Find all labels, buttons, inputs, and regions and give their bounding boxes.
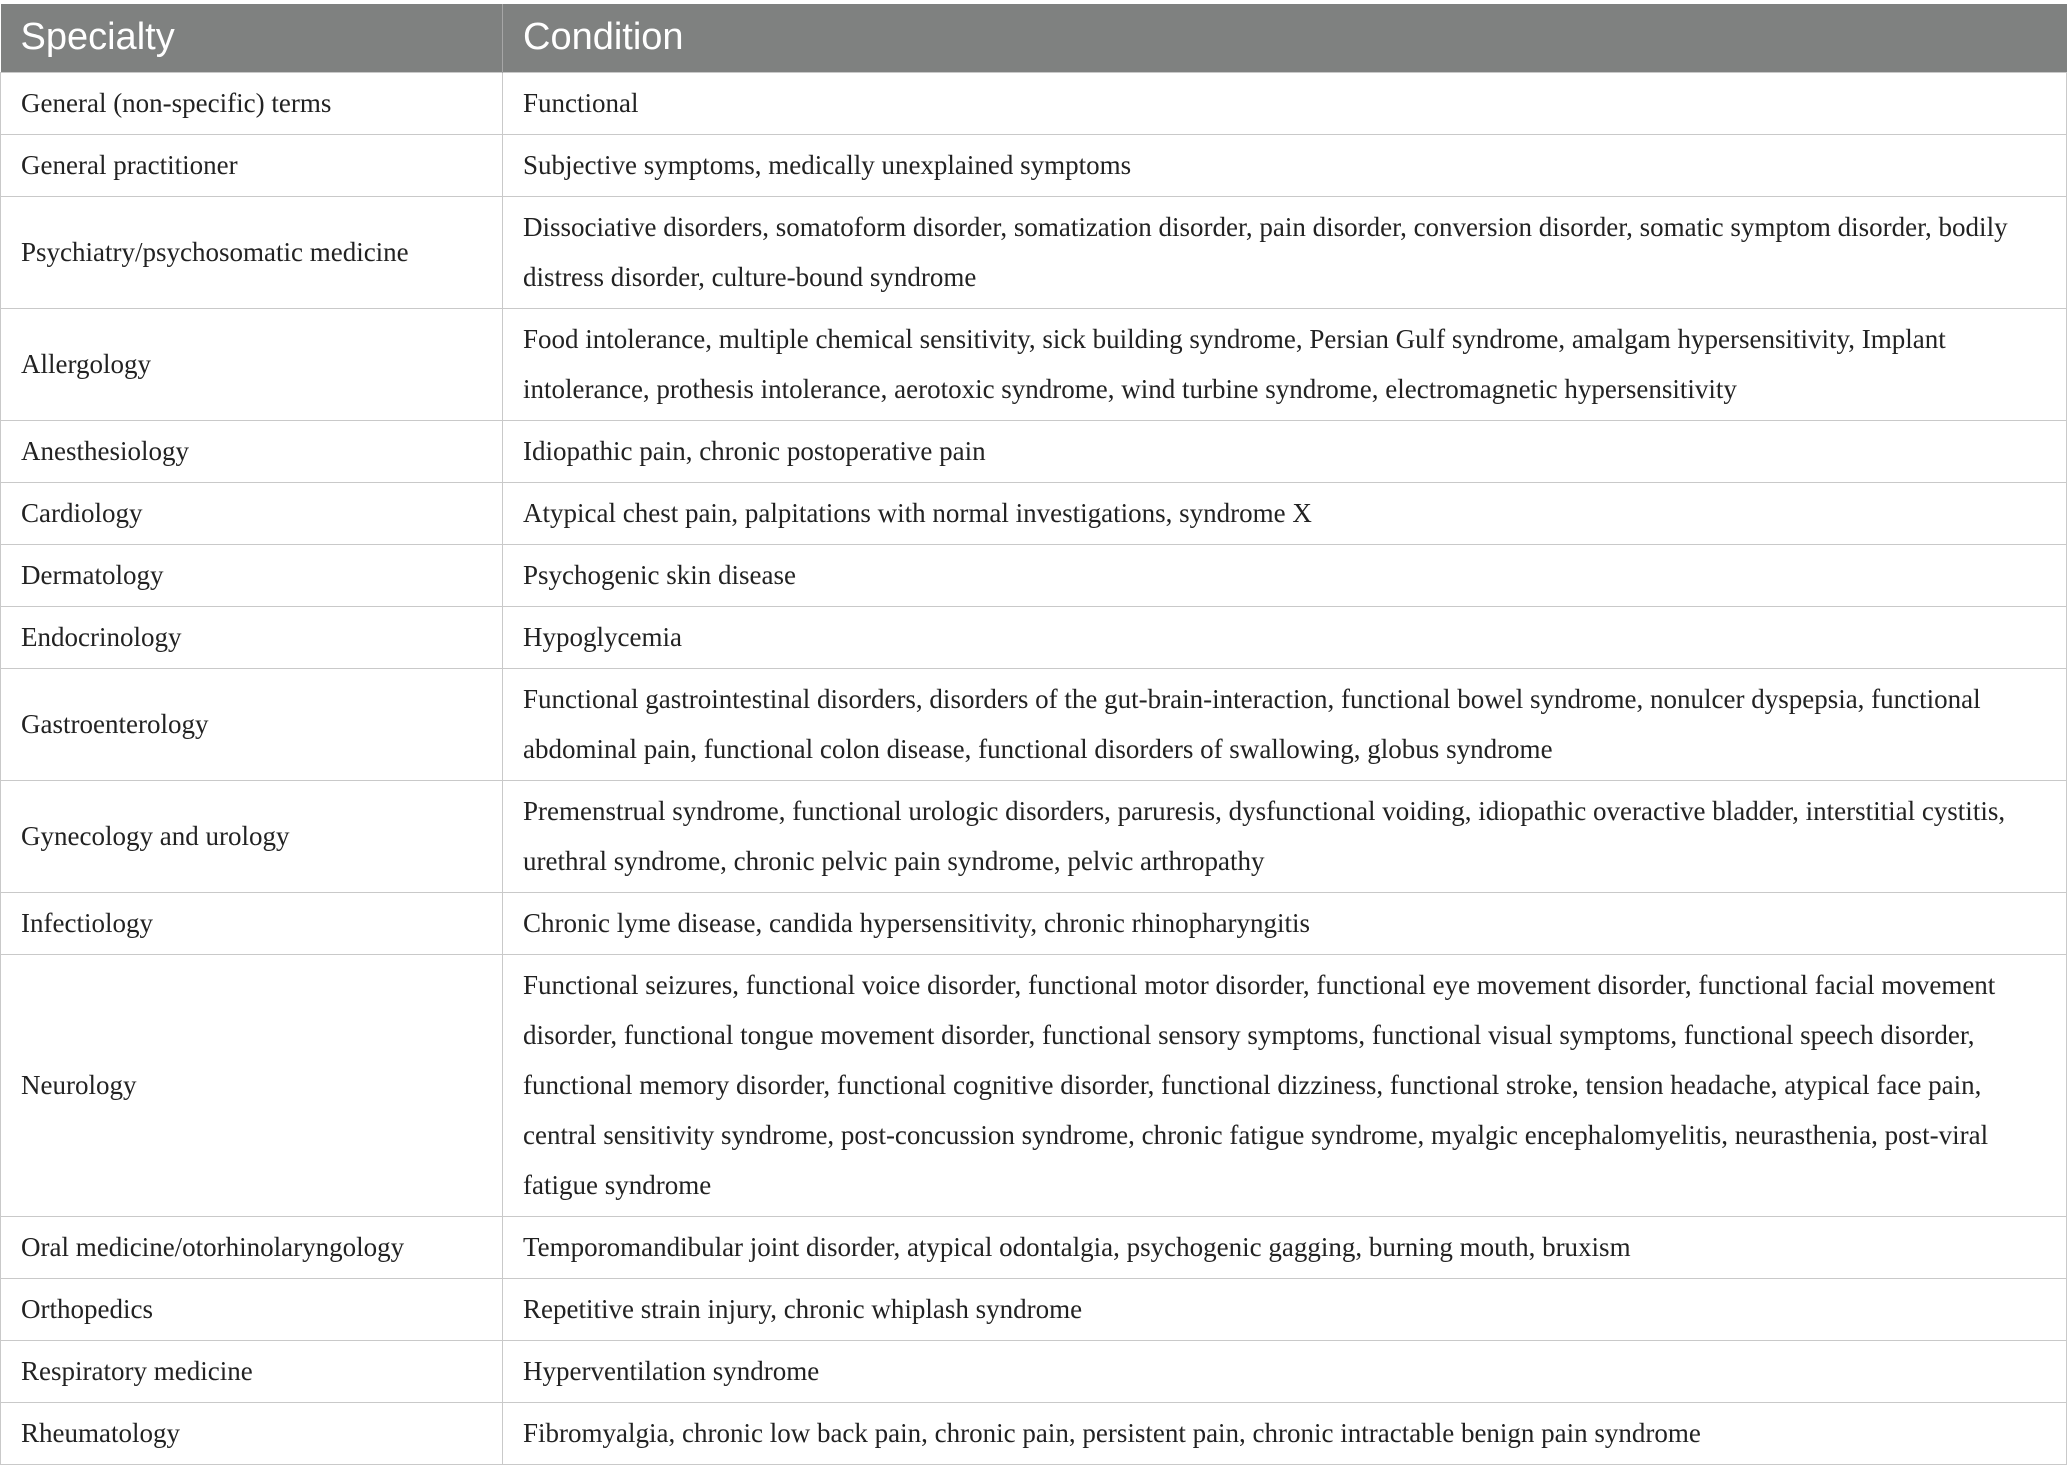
specialty-cell: General practitioner (1, 134, 503, 196)
specialty-cell: General (non-specific) terms (1, 72, 503, 134)
condition-cell: Functional (503, 72, 2067, 134)
specialty-cell: Respiratory medicine (1, 1340, 503, 1402)
condition-cell: Chronic lyme disease, candida hypersensitivity, chronic rhinopharyngitis (503, 892, 2067, 954)
conditions-table-container (0, 4, 2067, 1465)
condition-cell: Hypoglycemia (503, 606, 2067, 668)
condition-cell: Temporomandibular joint disorder, atypical odontalgia, psychogenic gagging, burning mouth, bruxism (503, 1216, 2067, 1278)
specialty-cell: Infectiology (1, 892, 503, 954)
table-row (1, 954, 2067, 1216)
condition-cell: Food intolerance, multiple chemical sensitivity, sick building syndrome, Persian Gulf syndrome, amalgam hypersensitivity, Implant intolerance, prothesis intolerance, aerotoxic syndrome, wind turbine syndrome, electromagnetic hypersensitivity (503, 308, 2067, 420)
condition-cell: Premenstrual syndrome, functional urologic disorders, paruresis, dysfunctional voiding, idiopathic overactive bladder, interstitial cystitis, urethral syndrome, chronic pelvic pain syndrome, pelvic arthropathy (503, 780, 2067, 892)
condition-cell: Dissociative disorders, somatoform disorder, somatization disorder, pain disorder, conversion disorder, somatic symptom disorder, bodily distress disorder, culture-bound syndrome (503, 196, 2067, 308)
specialty-cell: Anesthesiology (1, 420, 503, 482)
column-header-specialty: Specialty (1, 4, 503, 72)
specialty-cell: Psychiatry/psychosomatic medicine (1, 196, 503, 308)
condition-cell: Atypical chest pain, palpitations with normal investigations, syndrome X (503, 482, 2067, 544)
specialty-cell: Allergology (1, 308, 503, 420)
header-row (1, 4, 2067, 72)
specialty-cell: Endocrinology (1, 606, 503, 668)
table-row (1, 420, 2067, 482)
condition-cell: Hyperventilation syndrome (503, 1340, 2067, 1402)
specialty-cell: Rheumatology (1, 1402, 503, 1464)
table-row (1, 606, 2067, 668)
specialty-cell: Cardiology (1, 482, 503, 544)
table-row (1, 544, 2067, 606)
table-row (1, 72, 2067, 134)
specialty-cell: Orthopedics (1, 1278, 503, 1340)
table-row (1, 1340, 2067, 1402)
table-row (1, 892, 2067, 954)
specialty-cell: Oral medicine/otorhinolaryngology (1, 1216, 503, 1278)
specialty-cell: Neurology (1, 954, 503, 1216)
specialty-cell: Gynecology and urology (1, 780, 503, 892)
table-row (1, 308, 2067, 420)
condition-cell: Functional seizures, functional voice disorder, functional motor disorder, functional eye movement disorder, functional facial movement disorder, functional tongue movement disorder, functional sensory symptoms, functional visual symptoms, functional speech disorder, functional memory disorder, functional cognitive disorder, functional dizziness, functional stroke, tension headache, atypical face pain, central sensitivity syndrome, post-concussion syndrome, chronic fatigue syndrome, myalgic encephalomyelitis, neurasthenia, post-viral fatigue syndrome (503, 954, 2067, 1216)
conditions-table (0, 4, 2067, 1465)
condition-cell: Subjective symptoms, medically unexplained symptoms (503, 134, 2067, 196)
table-row (1, 668, 2067, 780)
condition-cell: Functional gastrointestinal disorders, disorders of the gut-brain-interaction, functional bowel syndrome, nonulcer dyspepsia, functional abdominal pain, functional colon disease, functional disorders of swallowing, globus syndrome (503, 668, 2067, 780)
table-header (1, 4, 2067, 72)
condition-cell: Fibromyalgia, chronic low back pain, chronic pain, persistent pain, chronic intractable benign pain syndrome (503, 1402, 2067, 1464)
table-row (1, 482, 2067, 544)
specialty-cell: Dermatology (1, 544, 503, 606)
table-row (1, 1216, 2067, 1278)
specialty-cell: Gastroenterology (1, 668, 503, 780)
table-row (1, 196, 2067, 308)
condition-cell: Psychogenic skin disease (503, 544, 2067, 606)
table-row (1, 134, 2067, 196)
table-body (1, 72, 2067, 1464)
condition-cell: Idiopathic pain, chronic postoperative pain (503, 420, 2067, 482)
condition-cell: Repetitive strain injury, chronic whiplash syndrome (503, 1278, 2067, 1340)
table-row (1, 780, 2067, 892)
table-row (1, 1278, 2067, 1340)
table-row (1, 1402, 2067, 1464)
column-header-condition: Condition (503, 4, 2067, 72)
